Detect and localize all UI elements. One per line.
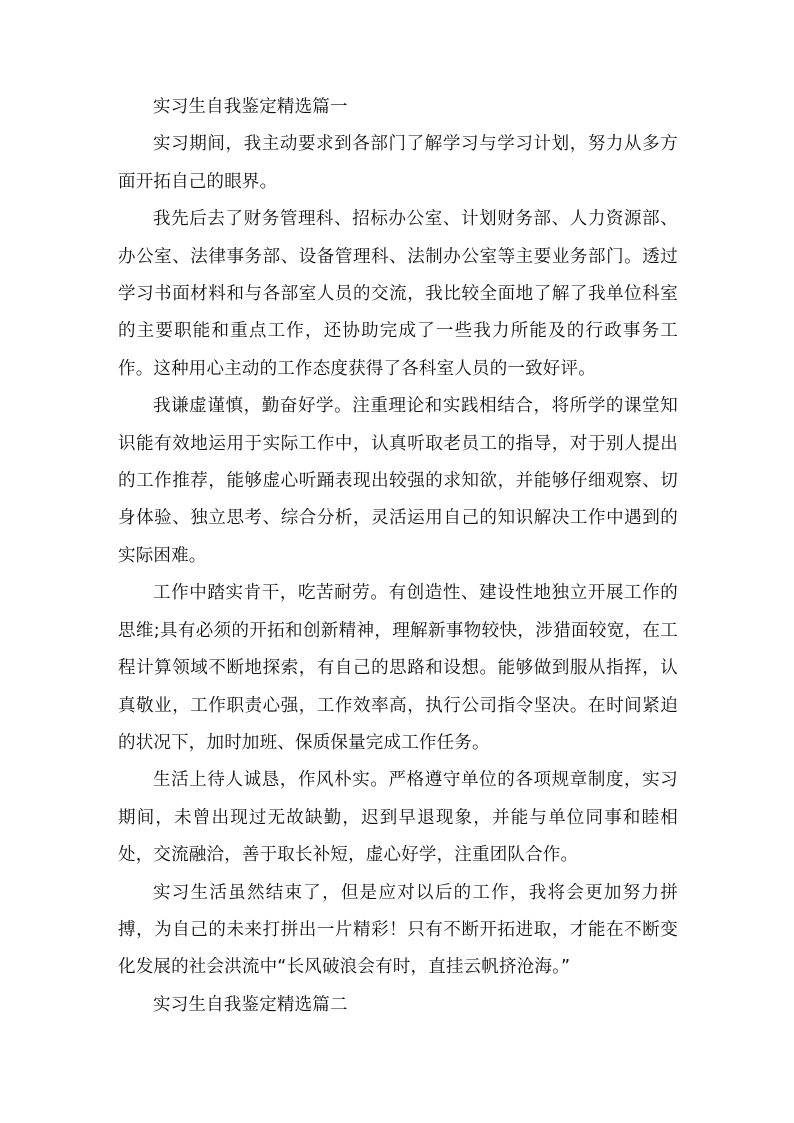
paragraph-2: 我先后去了财务管理科、招标办公室、计划财务部、人力资源部、办公室、法律事务部、设备管理科、法制办公室等主要业务部门。透过学习书面材料和与各部室人员的交流，我比较全面地了解了我单位科室的主要职能和重点工作，还协助完成了一些我力所能及的行政事务工作。这种用心主动的工作态度获得了各科室人员的一致好评。 [118,209,678,379]
paragraph-6: 实习生活虽然结束了，但是应对以后的工作，我将会更加努力拼搏，为自己的未来打拼出一片精彩！只有不断开拓进取，才能在不断变化发展的社会洪流中“长风破浪会有时，直挂云帆挤沧海。” [118,882,678,978]
paragraph-1: 实习期间，我主动要求到各部门了解学习与学习计划，努力从多方面开拓自己的眼界。 [118,134,678,192]
section-heading-1: 实习生自我鉴定精选篇一 [153,97,348,117]
paragraph-5: 生活上待人诚恳，作风朴实。严格遵守单位的各项规章制度，实习期间，未曾出现过无故缺勤，迟到早退现象，并能与单位同事和睦相处，交流融洽，善于取长补短，虚心好学，注重团队合作。 [118,770,678,866]
section-heading-2: 实习生自我鉴定精选篇二 [153,994,348,1015]
paragraph-4: 工作中踏实肯干，吃苦耐劳。有创造性、建设性地独立开展工作的思维;具有必须的开拓和创新精神，理解新事物较快，涉猎面较宽，在工程计算领域不断地探索，有自己的思路和设想。能够做到服从指挥，认真敬业，工作职责心强，工作效率高，执行公司指令坚决。在时间紧迫的状况下，加时加班、保质保量完成工作任务。 [118,583,678,753]
paragraph-3: 我谦虚谨慎，勤奋好学。注重理论和实践相结合，将所学的课堂知识能有效地运用于实际工作中，认真听取老员工的指导，对于别人提出的工作推荐，能够虚心听踊表现出较强的求知欲，并能够仔细观察、切身体验、独立思考、综合分析，灵活运用自己的知识解决工作中遇到的实际困难。 [118,396,678,566]
document-body [118,89,678,1024]
